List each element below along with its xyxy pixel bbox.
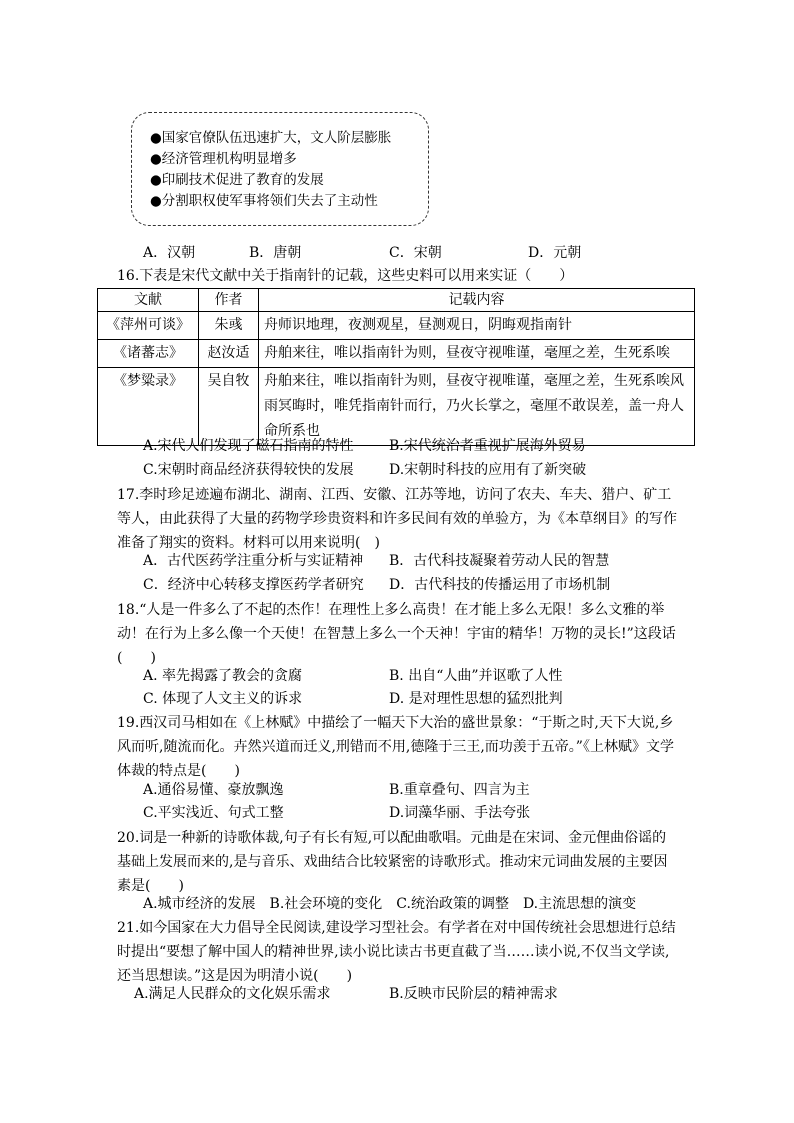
cell-doc: 《诸蕃志》 xyxy=(98,340,199,368)
clue-line: ●印刷技术促进了教育的发展 xyxy=(150,172,324,188)
table-row xyxy=(98,368,695,446)
q17-option-a[interactable]: A．古代医药学注重分析与实证精神 xyxy=(143,553,364,569)
cell-content: 舟舶来往，唯以指南针为则，昼夜守视唯谨，毫厘之差，生死系唉 xyxy=(259,340,695,368)
q18-stem: 18.“人是一件多么了不起的杰作！在理性上多么高贵！在才能上多么无限！多么文雅的举动！在行为上多么像一个天使！在智慧上多么一个天神！宇宙的精华！万物的灵长!”这段话( ) xyxy=(117,602,676,666)
header-author: 作者 xyxy=(199,289,259,312)
q18-option-b[interactable]: B. 出自“人曲”并讴歌了人性 xyxy=(389,668,563,684)
cell-content: 舟舶来往，唯以指南针为则，昼夜守视唯谨，毫厘之差，生死系唉风雨冥晦时，唯凭指南针而行，乃火长掌之，毫厘不敢误差，盖一舟人命所系也 xyxy=(259,368,695,446)
q16-option-a[interactable]: A.宋代人们发现了磁石指南的特性 xyxy=(143,438,354,454)
cell-content: 舟师识地理，夜测观星，昼测观日，阴晦观指南针 xyxy=(259,312,695,340)
q18-option-a[interactable]: A. 率先揭露了教会的贪腐 xyxy=(143,668,303,684)
table-row xyxy=(98,312,695,340)
q19-option-b[interactable]: B.重章叠句、四言为主 xyxy=(389,782,530,798)
q21-stem: 21.如今国家在大力倡导全民阅读,建设学习型社会。有学者在对中国传统社会思想进行总结时提出“要想了解中国人的精神世界,读小说比读古书更直截了当……读小说,不仅当文学读,还当思想读。”这是因为明清小说( ) xyxy=(117,920,676,984)
q17-option-d[interactable]: D．古代科技的传播运用了市场机制 xyxy=(389,577,611,593)
table-row xyxy=(98,340,695,368)
clue-box xyxy=(131,112,429,226)
q15-option-b[interactable]: B．唐朝 xyxy=(249,245,302,261)
cell-author: 朱彧 xyxy=(199,312,259,340)
q21-option-b[interactable]: B.反映市民阶层的精神需求 xyxy=(389,986,558,1002)
header-doc: 文献 xyxy=(98,289,199,312)
cell-author: 吴自牧 xyxy=(199,368,259,446)
compass-records-table xyxy=(97,288,695,446)
table-header-row xyxy=(98,289,695,312)
q16-stem: 16.下表是宋代文献中关于指南针的记载，这些史料可以用来实证（ ） xyxy=(117,268,574,284)
clue-line: ●分割职权使军事将领们失去了主动性 xyxy=(150,193,378,209)
q19-option-d[interactable]: D.词藻华丽、手法夸张 xyxy=(389,805,531,821)
cell-author: 赵汝适 xyxy=(199,340,259,368)
q16-option-b[interactable]: B.宋代统治者重视扩展海外贸易 xyxy=(389,438,586,454)
q18-option-d[interactable]: D. 是对理性思想的猛烈批判 xyxy=(389,691,563,707)
q18-option-c[interactable]: C. 体现了人文主义的诉求 xyxy=(143,691,303,707)
q16-option-d[interactable]: D.宋朝时科技的应用有了新突破 xyxy=(389,462,587,478)
q15-option-a[interactable]: A．汉朝 xyxy=(143,245,196,261)
q20-stem: 20.词是一种新的诗歌体裁,句子有长有短,可以配曲歌唱。元曲是在宋词、金元俚曲俗谣的基础上发展而来的,是与音乐、戏曲结合比较紧密的诗歌形式。推动宋元词曲发展的主要因素是( ) xyxy=(117,830,668,894)
header-content: 记载内容 xyxy=(259,289,695,312)
q17-option-c[interactable]: C．经济中心转移支撑医药学者研究 xyxy=(143,577,364,593)
clue-line: ●国家官僚队伍迅速扩大，文人阶层膨胀 xyxy=(150,130,392,146)
q16-option-c[interactable]: C.宋朝时商品经济获得较快的发展 xyxy=(143,462,354,478)
q15-option-d[interactable]: D．元朝 xyxy=(528,245,582,261)
q19-option-a[interactable]: A.通俗易懂、豪放飘逸 xyxy=(143,782,284,798)
cell-doc: 《萍州可谈》 xyxy=(98,312,199,340)
cell-doc: 《梦粱录》 xyxy=(98,368,199,446)
clue-line: ●经济管理机构明显增多 xyxy=(150,151,297,167)
q19-option-c[interactable]: C.平实浅近、句式工整 xyxy=(143,805,284,821)
q20-options[interactable]: A.城市经济的发展 B.社会环境的变化 C.统治政策的调整 D.主流思想的演变 xyxy=(143,896,637,912)
q21-option-a[interactable]: A.满足人民群众的文化娱乐需求 xyxy=(134,986,331,1002)
q17-option-b[interactable]: B．古代科技凝聚着劳动人民的智慧 xyxy=(389,553,610,569)
q17-stem: 17.李时珍足迹遍布湖北、湖南、江西、安徽、江苏等地，访问了农夫、车夫、猎户、矿工等人，由此获得了大量的药物学珍贵资料和许多民间有效的单验方，为《本草纲目》的写作准备了翔实的资料。材料可以用来说明( ) xyxy=(117,487,677,551)
q19-stem: 19.西汉司马相如在《上林赋》中描绘了一幅天下大治的盛世景象：“于斯之时,天下大说,乡风而听,随流而化。卉然兴道而迁义,刑错而不用,德隆于三王,而功羡于五帝。”《上林赋》文学体裁的特点是( ) xyxy=(117,715,674,779)
q15-option-c[interactable]: C．宋朝 xyxy=(389,245,442,261)
